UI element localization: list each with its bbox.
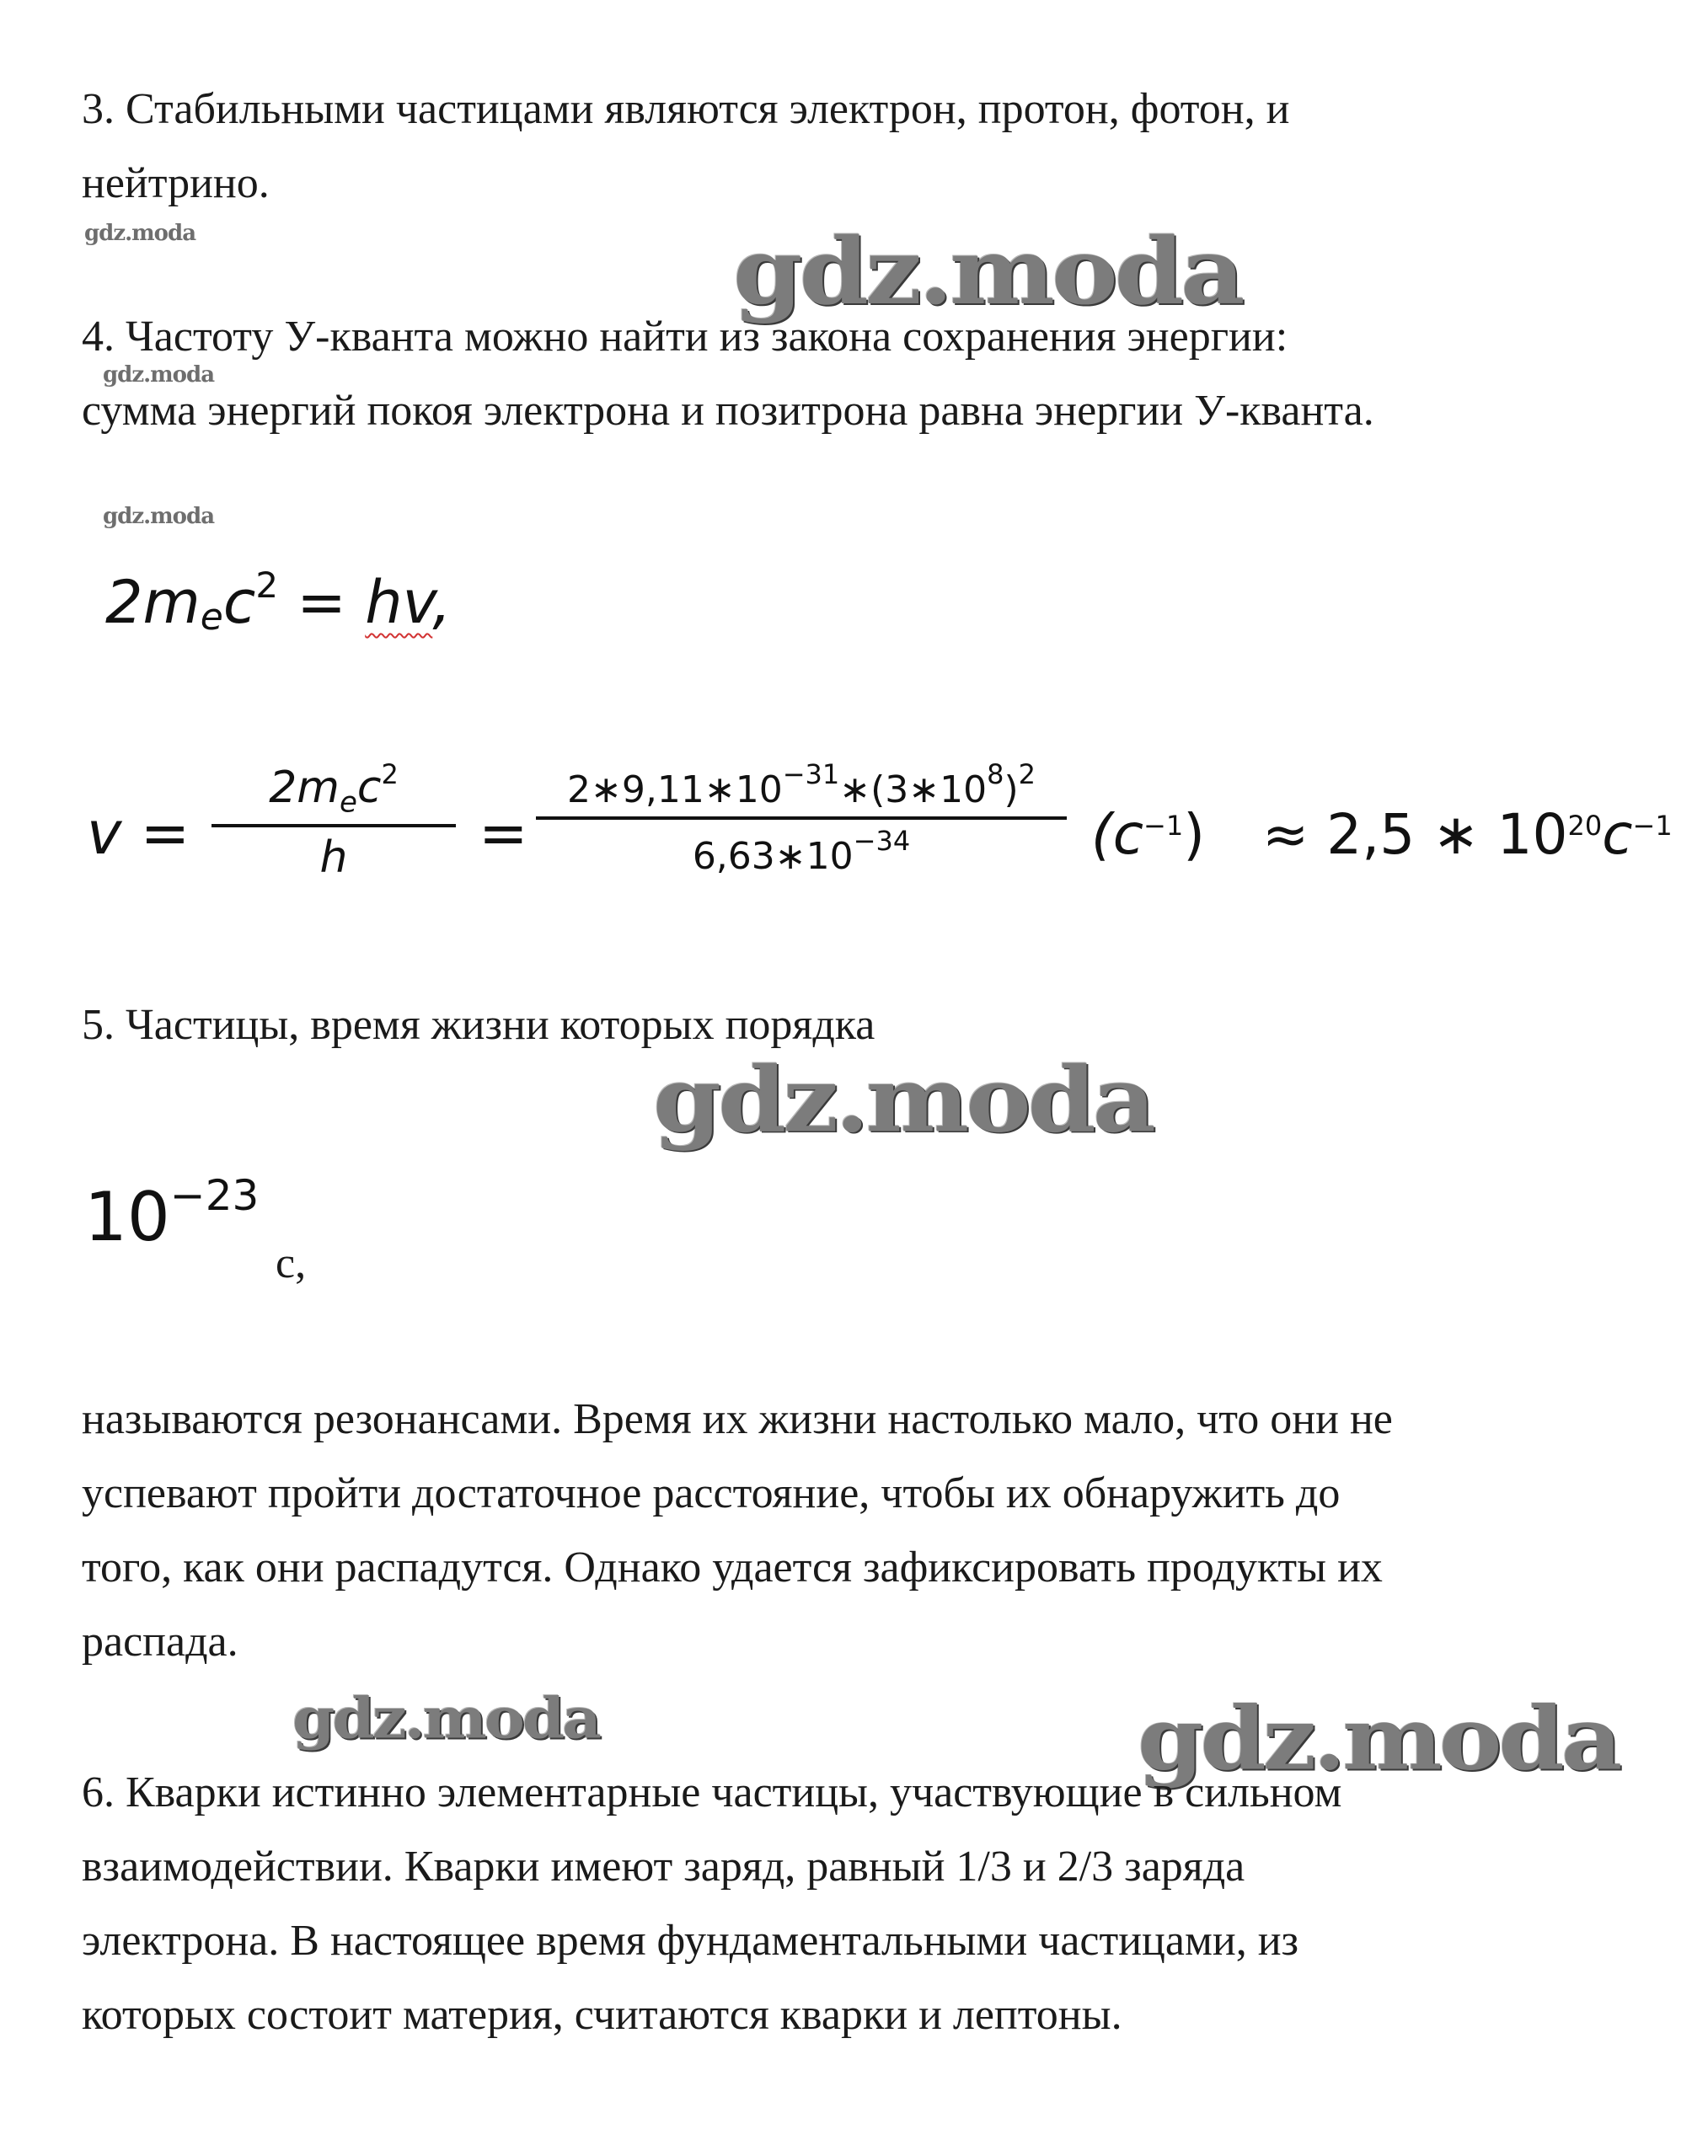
f2-frac2-num-c: ) bbox=[1004, 768, 1019, 811]
lifetime-order-formula bbox=[84, 1171, 259, 1256]
f2-eq: = bbox=[479, 799, 528, 868]
f2-lhs: v = bbox=[87, 799, 190, 868]
paragraph-5-line-4: того, как они распадутся. Однако удается зафиксировать продукты их bbox=[82, 1543, 1383, 1592]
watermark-large: gdz.moda bbox=[733, 217, 1242, 325]
paragraph-4-line-1: 4. Частоту У-кванта можно найти из закона сохранения энергии: bbox=[82, 313, 1288, 361]
fraction-bar bbox=[211, 824, 456, 827]
f2-frac2-num-c-exp: 2 bbox=[1018, 758, 1036, 790]
paragraph-3-line-1: 3. Стабильными частицами являются электрон, протон, фотон, и bbox=[82, 85, 1290, 133]
f1-exp: 2 bbox=[255, 564, 279, 606]
f2-result-c: c bbox=[1602, 802, 1633, 867]
f2-fraction-2 bbox=[536, 758, 1067, 878]
f1-c: c bbox=[222, 568, 256, 637]
f2-frac1-num-c: c bbox=[356, 762, 382, 813]
paragraph-5-line-1: 5. Частицы, время жизни которых порядка bbox=[82, 1001, 875, 1049]
f3-base: 10 bbox=[84, 1178, 170, 1256]
f2-frac2-denominator bbox=[536, 825, 1067, 878]
f2-frac1-num-exp: 2 bbox=[381, 758, 399, 790]
watermark-large: gdz.moda bbox=[1138, 1688, 1620, 1790]
f2-unit-open: (c bbox=[1091, 802, 1144, 867]
f3-exp: −23 bbox=[169, 1171, 260, 1220]
f1-eq: = bbox=[278, 568, 366, 637]
f2-frac2-num-a-exp: −31 bbox=[782, 758, 840, 790]
f1-rhs: hv bbox=[365, 568, 433, 637]
paragraph-6-line-1: 6. Кварки истинно элементарные частицы, участвующие в сильном bbox=[82, 1768, 1342, 1816]
f1-sub: e bbox=[200, 596, 223, 639]
f2-frac1-numerator bbox=[211, 758, 456, 819]
paragraph-6-line-2: взаимодействии. Кварки имеют заряд, равный 1/3 и 2/3 заряда bbox=[82, 1843, 1245, 1891]
watermark-small: gdz.moda bbox=[103, 362, 215, 388]
f2-frac2-den-exp: −34 bbox=[853, 825, 911, 857]
watermark-large: gdz.moda bbox=[653, 1047, 1153, 1153]
f2-unit-exp: −1 bbox=[1143, 810, 1184, 842]
f2-unit-close: ) bbox=[1183, 802, 1205, 867]
paragraph-5-line-5: распада. bbox=[82, 1618, 238, 1666]
lifetime-unit: с, bbox=[276, 1239, 307, 1287]
watermark-small: gdz.moda bbox=[84, 221, 196, 246]
paragraph-6-line-4: которых состоит материя, считаются кварки и лептоны. bbox=[82, 1991, 1122, 2039]
watermark-large: gdz.moda bbox=[292, 1685, 599, 1752]
f2-approx-exp: 20 bbox=[1567, 810, 1603, 842]
f2-frac1-denominator: h bbox=[319, 832, 348, 884]
f2-frac2-num-b: ∗(3∗10 bbox=[839, 768, 988, 811]
frequency-formula bbox=[87, 758, 1688, 901]
paragraph-3-line-2: нейтрино. bbox=[82, 159, 270, 207]
f2-frac1-num-coef: 2m bbox=[269, 762, 340, 813]
f2-approx: ≈ 2,5 ∗ 10 bbox=[1262, 802, 1568, 867]
paragraph-6-line-3: электрона. В настоящее время фундаментальными частицами, из bbox=[82, 1917, 1299, 1965]
paragraph-4-line-2: сумма энергий покоя электрона и позитрона равна энергии У-кванта. bbox=[82, 387, 1374, 435]
energy-equation bbox=[105, 564, 452, 639]
f2-frac1-num-sub: e bbox=[339, 785, 357, 820]
paragraph-5-line-3: успевают пройти достаточное расстояние, чтобы их обнаружить до bbox=[82, 1469, 1341, 1517]
f1-coef: 2m bbox=[105, 568, 201, 637]
f2-frac2-num-a: 2∗9,11∗10 bbox=[567, 768, 783, 811]
f2-frac2-den-base: 6,63∗10 bbox=[692, 835, 854, 878]
f2-fraction-1 bbox=[211, 758, 456, 883]
f1-comma: , bbox=[432, 568, 452, 637]
paragraph-5-line-2: называются резонансами. Время их жизни настолько мало, что они не bbox=[82, 1395, 1393, 1443]
f2-result bbox=[1262, 802, 1673, 867]
fraction-bar bbox=[536, 816, 1067, 820]
f2-result-exp: −1 bbox=[1632, 810, 1673, 842]
f2-unit bbox=[1091, 802, 1205, 867]
watermark-small: gdz.moda bbox=[103, 504, 215, 529]
f2-frac2-num-b-exp: 8 bbox=[987, 758, 1004, 790]
f2-frac2-numerator bbox=[536, 758, 1067, 811]
